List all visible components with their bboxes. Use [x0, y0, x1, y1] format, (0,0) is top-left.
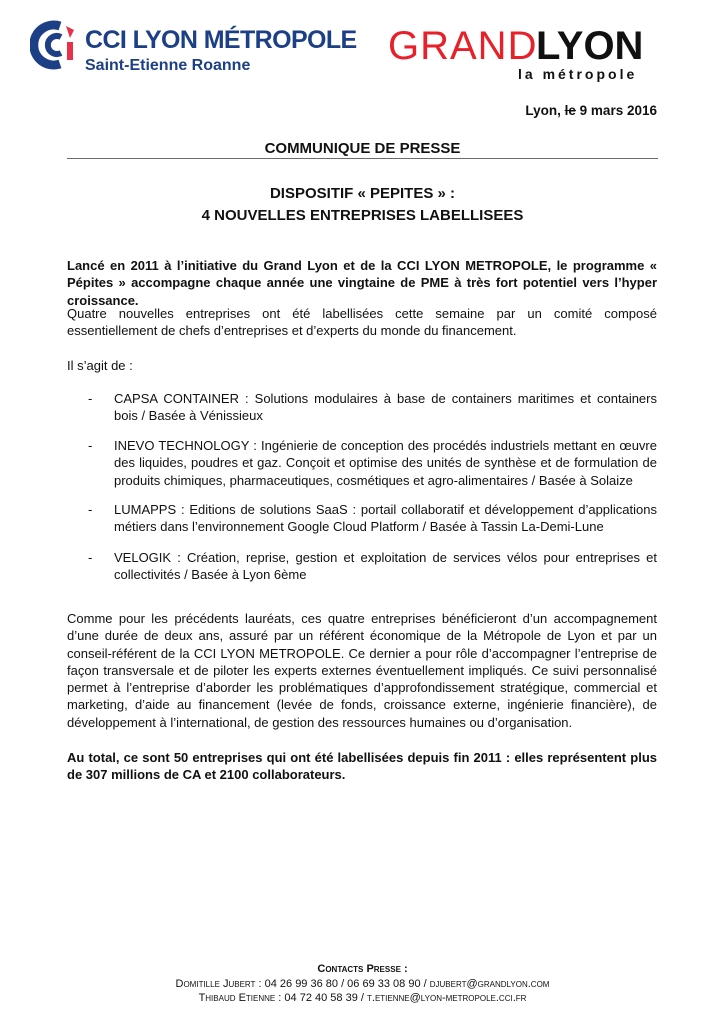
company-velogik: VELOGIK : Création, reprise, gestion et exploitation de services vélos pour entreprises et collectivités / Basée à Lyon 6ème: [114, 550, 657, 583]
cci-logo-mark-icon: [30, 20, 80, 70]
document-type-title: COMMUNIQUE DE PRESSE: [264, 140, 461, 157]
paragraph-committee: Quatre nouvelles entreprises ont été labellisées cette semaine par un comité composé essentiellement de chefs d’entreprises et d’experts du monde du financement.: [67, 306, 657, 339]
title-divider: [67, 158, 658, 159]
contact-1-phones: : 04 26 99 36 80 / 06 69 33 08 90 /: [255, 977, 430, 990]
grand-lyon-logo-lyon: LYON: [536, 24, 644, 68]
contact-1-email[interactable]: djubert@grandlyon.com: [429, 977, 550, 990]
press-contacts: [67, 962, 658, 1006]
grand-lyon-logo: [388, 24, 668, 84]
list-bullet: -: [88, 438, 93, 453]
grand-lyon-logo-subtitle: la métropole: [518, 66, 638, 82]
cci-logo-title: CCI LYON MÉTROPOLE: [85, 26, 357, 54]
grand-lyon-logo-grand: GRAND: [388, 24, 538, 68]
list-bullet: -: [88, 502, 93, 517]
company-capsa-container: CAPSA CONTAINER : Solutions modulaires à base de containers maritimes et containers bois / Basée à Vénissieux: [114, 391, 657, 424]
list-bullet: -: [88, 391, 93, 406]
headline: [67, 183, 658, 227]
contact-1-name: Domitille Jubert: [175, 977, 256, 990]
date-prefix: Lyon,: [525, 103, 565, 118]
date-line: [525, 103, 657, 118]
contact-line-1: [67, 977, 658, 992]
lead-paragraph: Lancé en 2011 à l’initiative du Grand Lyon et de la CCI LYON METROPOLE, le programme « Pépites » accompagne chaque année une vingtaine de PME à très fort potentiel vers l’hyper croissance.: [67, 258, 657, 308]
company-inevo-technology: INEVO TECHNOLOGY : Ingénierie de conception des procédés industriels mettant en œuvre des liquides, poudres et gaz. Conçoit et optimise des unités de synthèse et de formulation de produits chimiques, pharmaceutiques, cosmétiques et agro-alimentaires / Basée à Solaize: [114, 438, 657, 488]
conclusion-paragraph: Au total, ce sont 50 entreprises qui ont été labellisées depuis fin 2011 : elles représentent plus de 307 millions de CA et 2100 collaborateurs.: [67, 750, 657, 783]
contact-2-name: Thibaud Etienne: [198, 992, 276, 1004]
paragraph-support: Comme pour les précédents lauréats, ces quatre entreprises bénéficieront d’un accompagnement d’une durée de deux ans, assuré par un référent économique de la Métropole de Lyon et par un conseil-référent de la CCI LYON METROPOLE. Ce dernier a pour rôle d’accompagner l’entreprise de façon transversale et de piloter les experts externes éventuellement impliqués. Ce suivi personnalisé permet à l’entreprise d’aborder les problématiques d’approfondissement stratégique, commercial et marketing, d’aide au financement (levée de fonds, croissance externe, ingénierie financière), de développement à l’international, de gestion des ressources humaines ou d’organisation.: [67, 611, 657, 730]
headline-line-2: 4 NOUVELLES ENTREPRISES LABELLISEES: [201, 207, 524, 224]
contacts-title: Contacts Presse :: [317, 963, 408, 975]
date-value: 9 mars 2016: [575, 103, 657, 118]
list-intro: Il s’agit de :: [67, 358, 133, 373]
list-bullet: -: [88, 550, 93, 565]
contact-2-phones: : 04 72 40 58 39 /: [275, 992, 367, 1004]
cci-logo-subtitle: Saint-Etienne Roanne: [85, 57, 251, 74]
headline-line-1: DISPOSITIF « PEPITES » :: [269, 185, 456, 202]
cci-lyon-metropole-logo: [30, 18, 357, 84]
date-struck-text: le: [564, 103, 576, 118]
contact-2-email[interactable]: t.etienne@lyon-metropole.cci.fr: [367, 992, 527, 1004]
contact-line-2: [67, 991, 658, 1006]
company-lumapps: LUMAPPS : Editions de solutions SaaS : portail collaboratif et développement d’applications métiers dans l’environnement Google Cloud Platform / Basée à Tassin La-Demi-Lune: [114, 502, 657, 535]
